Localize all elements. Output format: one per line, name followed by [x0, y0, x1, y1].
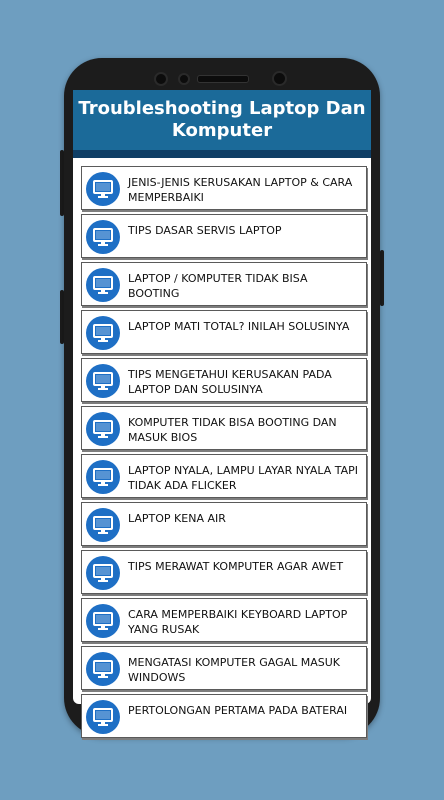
monitor-icon — [86, 268, 120, 302]
list-item-label: KOMPUTER TIDAK BISA BOOTING DAN MASUK BIOS — [128, 416, 337, 444]
list-item-label: MENGATASI KOMPUTER GAGAL MASUK WINDOWS — [128, 656, 341, 684]
list-item[interactable] — [81, 406, 367, 450]
list-item[interactable] — [81, 646, 367, 690]
list-item-label: CARA MEMPERBAIKI KEYBOARD LAPTOP YANG RUSAK — [128, 608, 348, 636]
list-item-label: LAPTOP / KOMPUTER TIDAK BISA BOOTING — [128, 272, 308, 300]
app-title: Komputer — [171, 120, 273, 141]
list-item-label: TIPS MERAWAT KOMPUTER AGAR AWET — [128, 560, 344, 573]
phone-power-button — [380, 250, 384, 306]
menu-list — [73, 158, 371, 738]
list-item-label: JENIS-JENIS KERUSAKAN LAPTOP & CARA MEMPERBAIKI — [128, 176, 353, 204]
list-item[interactable] — [81, 358, 367, 402]
list-item[interactable] — [81, 694, 367, 738]
list-item[interactable] — [81, 454, 367, 498]
list-item-label: LAPTOP MATI TOTAL? INILAH SOLUSINYA — [128, 320, 350, 333]
list-item[interactable] — [81, 598, 367, 642]
monitor-icon — [86, 700, 120, 734]
monitor-icon — [86, 172, 120, 206]
list-item[interactable] — [81, 166, 367, 210]
list-item-label: LAPTOP NYALA, LAMPU LAYAR NYALA TAPI TIDAK ADA FLICKER — [128, 464, 359, 492]
app-title: Troubleshooting Laptop Dan — [78, 98, 366, 119]
monitor-icon — [86, 604, 120, 638]
list-item[interactable] — [81, 310, 367, 354]
monitor-icon — [86, 556, 120, 590]
camera-icon — [272, 71, 287, 86]
list-item-label: TIPS MENGETAHUI KERUSAKAN PADA LAPTOP DAN SOLUSINYA — [128, 368, 332, 396]
app-screen — [73, 90, 371, 717]
list-item-label: LAPTOP KENA AIR — [128, 512, 226, 525]
list-item-label: TIPS DASAR SERVIS LAPTOP — [128, 224, 282, 237]
list-item[interactable] — [81, 502, 367, 546]
monitor-icon — [86, 364, 120, 398]
monitor-icon — [86, 412, 120, 446]
monitor-icon — [86, 652, 120, 686]
earpiece-speaker — [197, 75, 249, 83]
camera-icon — [154, 72, 168, 86]
monitor-icon — [86, 316, 120, 350]
sensor-icon — [178, 73, 190, 85]
monitor-icon — [86, 460, 120, 494]
list-item[interactable] — [81, 550, 367, 594]
list-item-label: PERTOLONGAN PERTAMA PADA BATERAI — [128, 704, 348, 717]
list-item[interactable] — [81, 262, 367, 306]
list-item[interactable] — [81, 214, 367, 258]
monitor-icon — [86, 220, 120, 254]
app-bar — [73, 90, 371, 150]
monitor-icon — [86, 508, 120, 542]
app-bar-divider — [73, 150, 371, 158]
